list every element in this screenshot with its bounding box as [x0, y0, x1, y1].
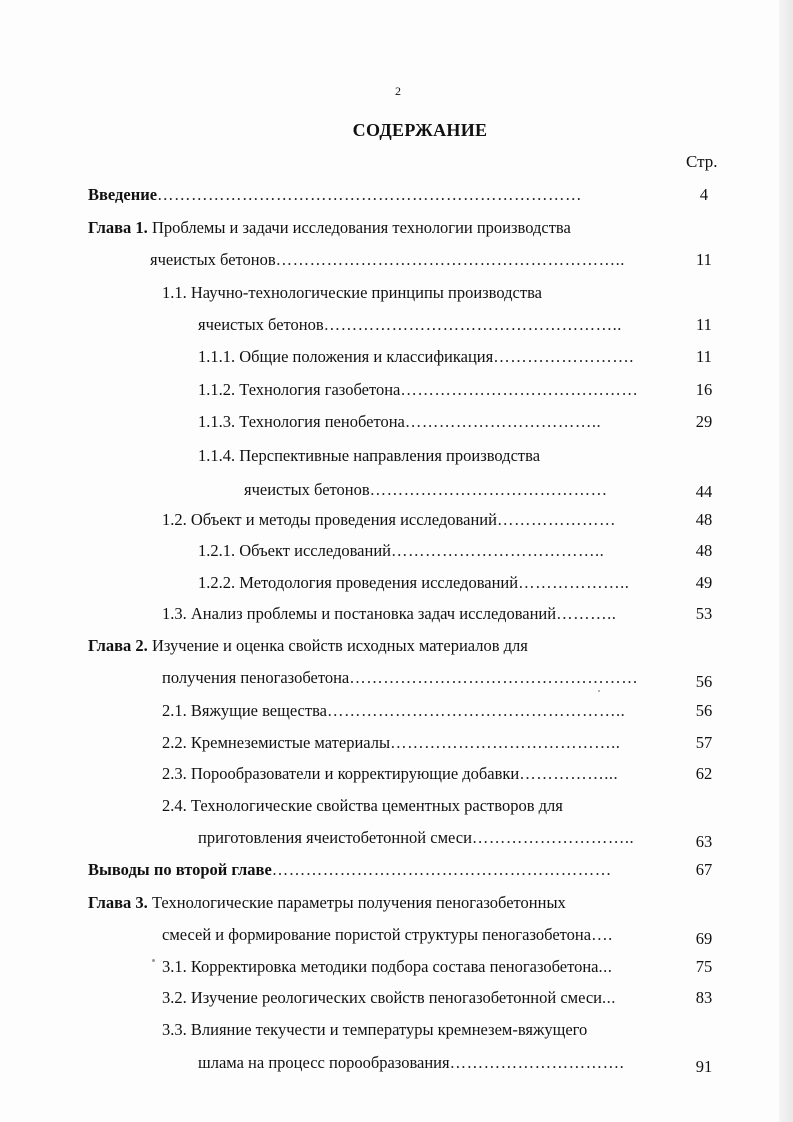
toc-entry-text: получения пеногазобетона — [162, 668, 350, 687]
toc-entry-text: Технологические параметры получения пеногазобетонных — [147, 893, 566, 912]
toc-page-number: 56 — [695, 701, 713, 720]
toc-entry-section-1-1-1[interactable] — [198, 345, 672, 369]
page-column-label: Стр. — [686, 152, 718, 171]
page-number: 2 — [395, 84, 401, 98]
toc-page-number: 11 — [696, 315, 712, 334]
toc-entry-section-1-1[interactable] — [162, 281, 672, 305]
page-title: СОДЕРЖАНИЕ — [352, 120, 488, 140]
toc-leader-dots: ………………… — [496, 510, 616, 529]
toc-entry-text: 1.3. Анализ проблемы и постановка задач исследований — [162, 604, 557, 623]
toc-leader-dots: ……………………. — [493, 347, 634, 366]
toc-entry-text: 2.4. Технологические свойства цементных растворов для — [162, 796, 563, 815]
toc-leader-dots: ……………... — [519, 764, 619, 783]
toc-entry-text: 3.1. Корректировка методики подбора состава пеногазобетона — [162, 957, 599, 976]
toc-page-number: 91 — [695, 1057, 713, 1076]
toc-entry-chapter-3[interactable] — [88, 891, 678, 915]
toc-entry-text: 1.1.2. Технология газобетона — [198, 380, 401, 399]
scan-speck — [152, 959, 155, 962]
toc-page-number: 53 — [695, 604, 713, 623]
toc-leader-dots: ……………….. — [518, 573, 630, 592]
toc-entry-text: Проблемы и задачи исследования технологии производства — [147, 218, 571, 237]
toc-page-number: 56 — [695, 672, 713, 691]
toc-entry-section-1-1-4-cont[interactable] — [244, 478, 672, 502]
toc-entry-label: Введение — [88, 185, 158, 204]
toc-leader-dots: ………………………………….. — [390, 733, 621, 752]
toc-entry-section-2-4[interactable] — [162, 794, 672, 818]
toc-entry-text: 1.2. Объект и методы проведения исследований — [162, 510, 497, 529]
toc-entry-text: ячеистых бетонов — [150, 250, 276, 269]
toc-entry-text: ячеистых бетонов — [244, 480, 370, 499]
toc-leader-dots: ... — [602, 988, 616, 1007]
toc-entry-section-1-1-2[interactable] — [198, 378, 672, 402]
toc-entry-text: 1.1.1. Общие положения и классификация — [198, 347, 494, 366]
toc-leader-dots: ……………………………….. — [391, 541, 605, 560]
toc-page-number: 11 — [696, 347, 712, 366]
toc-entry-text: 1.1. Научно-технологические принципы производства — [162, 283, 542, 302]
toc-entry-text: смесей и формирование пористой структуры пеногазобетона — [162, 925, 592, 944]
toc-entry-text: Изучение и оценка свойств исходных материалов для — [147, 636, 528, 655]
toc-entry-section-1-1-4[interactable] — [198, 444, 672, 468]
toc-entry-section-3-3-cont[interactable] — [198, 1051, 672, 1075]
toc-page-number: 49 — [695, 573, 713, 592]
toc-entry-text: 1.2.1. Объект исследований — [198, 541, 391, 560]
toc-entry-section-3-1[interactable] — [162, 955, 672, 979]
toc-entry-section-1-2-1[interactable] — [198, 539, 672, 563]
toc-entry-chapter-2-cont[interactable] — [162, 666, 672, 690]
toc-page-number: 62 — [695, 764, 713, 783]
toc-page-number: 44 — [695, 482, 713, 501]
scan-edge — [779, 0, 793, 1122]
toc-page-number: 67 — [695, 860, 713, 879]
toc-entry-text: 3.3. Влияние текучести и температуры кремнезем-вяжущего — [162, 1020, 588, 1039]
toc-leader-dots: ………………………………………………………………… — [157, 185, 583, 204]
toc-entry-text: 1.2.2. Методология проведения исследований — [198, 573, 519, 592]
toc-page-number: 57 — [695, 733, 713, 752]
toc-leader-dots: …………………………………………… — [349, 668, 639, 687]
toc-entry-introduction[interactable] — [88, 183, 678, 207]
toc-leader-dots: ……….. — [556, 604, 617, 623]
toc-entry-text: 1.1.4. Перспективные направления производства — [198, 446, 541, 465]
toc-entry-text: приготовления ячеистобетонной смеси — [198, 828, 472, 847]
toc-leader-dots: …………………………………………………… — [271, 860, 612, 879]
toc-entry-section-1-1-3[interactable] — [198, 410, 672, 434]
toc-entry-section-3-3[interactable] — [162, 1018, 672, 1042]
toc-leader-dots: ……………………….. — [471, 828, 635, 847]
toc-page-number: 29 — [695, 412, 713, 431]
toc-leader-dots: ... — [598, 957, 613, 976]
toc-entry-section-2-3[interactable] — [162, 762, 672, 786]
toc-entry-label: Глава 2. — [88, 636, 148, 655]
toc-leader-dots: …………………………………… — [369, 480, 608, 499]
toc-leader-dots: …………………………. — [449, 1053, 625, 1072]
toc-entry-label: Выводы по второй главе — [88, 860, 272, 879]
toc-entry-chapter-1-cont[interactable] — [150, 248, 670, 272]
toc-entry-section-3-2[interactable] — [162, 986, 672, 1010]
toc-entry-section-1-2[interactable] — [162, 508, 672, 532]
toc-entry-chapter-2[interactable] — [88, 634, 678, 658]
toc-page-number: 4 — [699, 185, 709, 204]
toc-leader-dots: …. — [591, 925, 613, 944]
toc-entry-text: шлама на процесс порообразования — [198, 1053, 450, 1072]
toc-leader-dots: …………………………………………………….. — [275, 250, 625, 269]
toc-page-number: 48 — [695, 541, 713, 560]
toc-entry-section-1-2-2[interactable] — [198, 571, 672, 595]
toc-entry-text: 2.2. Кремнеземистые материалы — [162, 733, 391, 752]
toc-entry-chapter-3-cont[interactable] — [162, 923, 672, 947]
toc-leader-dots: …………………………………………….. — [323, 315, 622, 334]
toc-leader-dots: …………………………………………….. — [327, 701, 626, 720]
toc-entry-section-1-3[interactable] — [162, 602, 672, 626]
toc-page-number: 48 — [695, 510, 713, 529]
toc-page-number: 83 — [695, 988, 713, 1007]
toc-entry-chapter-1[interactable] — [88, 216, 678, 240]
toc-entry-section-2-2[interactable] — [162, 731, 672, 755]
toc-page-number: 63 — [695, 832, 713, 851]
toc-leader-dots: …………………………….. — [404, 412, 602, 431]
toc-entry-label: Глава 1. — [88, 218, 148, 237]
toc-entry-text: ячеистых бетонов — [198, 315, 324, 334]
toc-entry-conclusions-ch2[interactable] — [88, 858, 678, 882]
toc-entry-text: 3.2. Изучение реологических свойств пеногазобетонной смеси — [162, 988, 602, 1007]
toc-leader-dots: …………………………………… — [400, 380, 639, 399]
toc-page-number: 69 — [695, 929, 713, 948]
toc-page-number: 11 — [696, 250, 712, 269]
toc-entry-section-2-1[interactable] — [162, 699, 672, 723]
toc-entry-text: 1.1.3. Технология пенобетона — [198, 412, 405, 431]
toc-entry-section-1-1-cont[interactable] — [198, 313, 672, 337]
scan-speck — [598, 690, 600, 692]
toc-entry-text: 2.3. Порообразователи и корректирующие добавки — [162, 764, 520, 783]
toc-page-number: 75 — [695, 957, 713, 976]
toc-entry-text: 2.1. Вяжущие вещества — [162, 701, 327, 720]
toc-entry-label: Глава 3. — [88, 893, 148, 912]
toc-entry-section-2-4-cont[interactable] — [198, 826, 672, 850]
toc-page-number: 16 — [695, 380, 713, 399]
